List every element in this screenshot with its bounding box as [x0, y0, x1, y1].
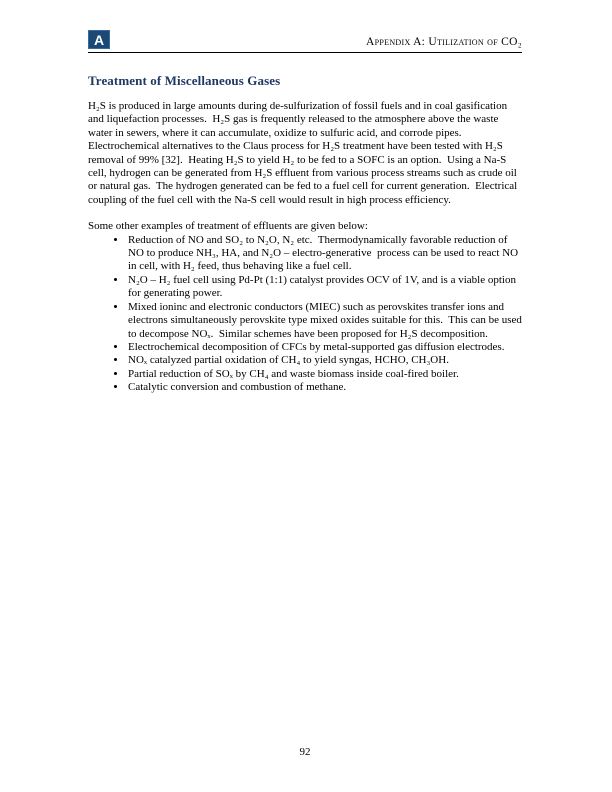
page-number: 92: [299, 746, 311, 758]
list-item: • Mixed ioninc and electronic conductors (MIEC) such as perovskites transfer ions and electrons simultaneously perovskite type mixed oxides suitable for this. This can be used to decompose NOₓ. Similar schemes have been proposed for H₂S decomposition.: [127, 301, 522, 341]
section-title: Treatment of Miscellaneous Gases: [88, 73, 281, 88]
running-header-title: Appendix A: Utilization of CO₂: [366, 36, 522, 48]
appendix-a-logo: [88, 30, 110, 49]
list-item: • NOₓ catalyzed partial oxidation of CH₄ to yield syngas, HCHO, CH₃OH.: [127, 354, 522, 367]
paragraph-list-intro: Some other examples of treatment of effluents are given below:: [88, 220, 368, 233]
effluent-treatment-list: [88, 233, 525, 395]
list-item: • N₂O – H₂ fuel cell using Pd-Pt (1:1) catalyst provides OCV of 1V, and is a viable option for generating power.: [127, 274, 522, 301]
list-item: • Reduction of NO and SO₂ to N₂O, N₂ etc. Thermodynamically favorable reduction of NO to produce NH₃, HA, and N₂O – electro-generative process can be used to react NO in cell, with H₂ feed, thus behaving like a fuel cell.: [127, 234, 522, 274]
list-item: • Electrochemical decomposition of CFCs by metal-supported gas diffusion electrodes.: [127, 341, 522, 354]
list-item: • Catalytic conversion and combustion of methane.: [127, 381, 522, 394]
page-footer: [88, 746, 522, 758]
page-header: [88, 30, 522, 53]
list-item: • Partial reduction of SOₓ by CH₄ and waste biomass inside coal-fired boiler.: [127, 368, 522, 381]
paragraph-h2s-treatment: H₂S is produced in large amounts during de-sulfurization of fossil fuels and in coal gasification and liquefaction processes. H₂S gas is frequently released to the atmosphere above the waste water in sewers, where it can accumulate, oxidize to sulfuric acid, and corrode pipes. Electrochemical alternatives to the Claus process for H₂S treatment have been tested with H₂S removal of 99% [32]. Heating H₂S to yield H₂ to be fed to a SOFC is an option. Using a Na-S cell, hydrogen can be generated from H₂S effluent from various process streams such as crude oil or natural gas. The hydrogen generated can be fed to a fuel cell for current generation. Electrical coupling of the fuel cell with the Na-S cell would result in high process efficiency.: [88, 100, 520, 206]
logo-letter: A: [93, 31, 105, 48]
